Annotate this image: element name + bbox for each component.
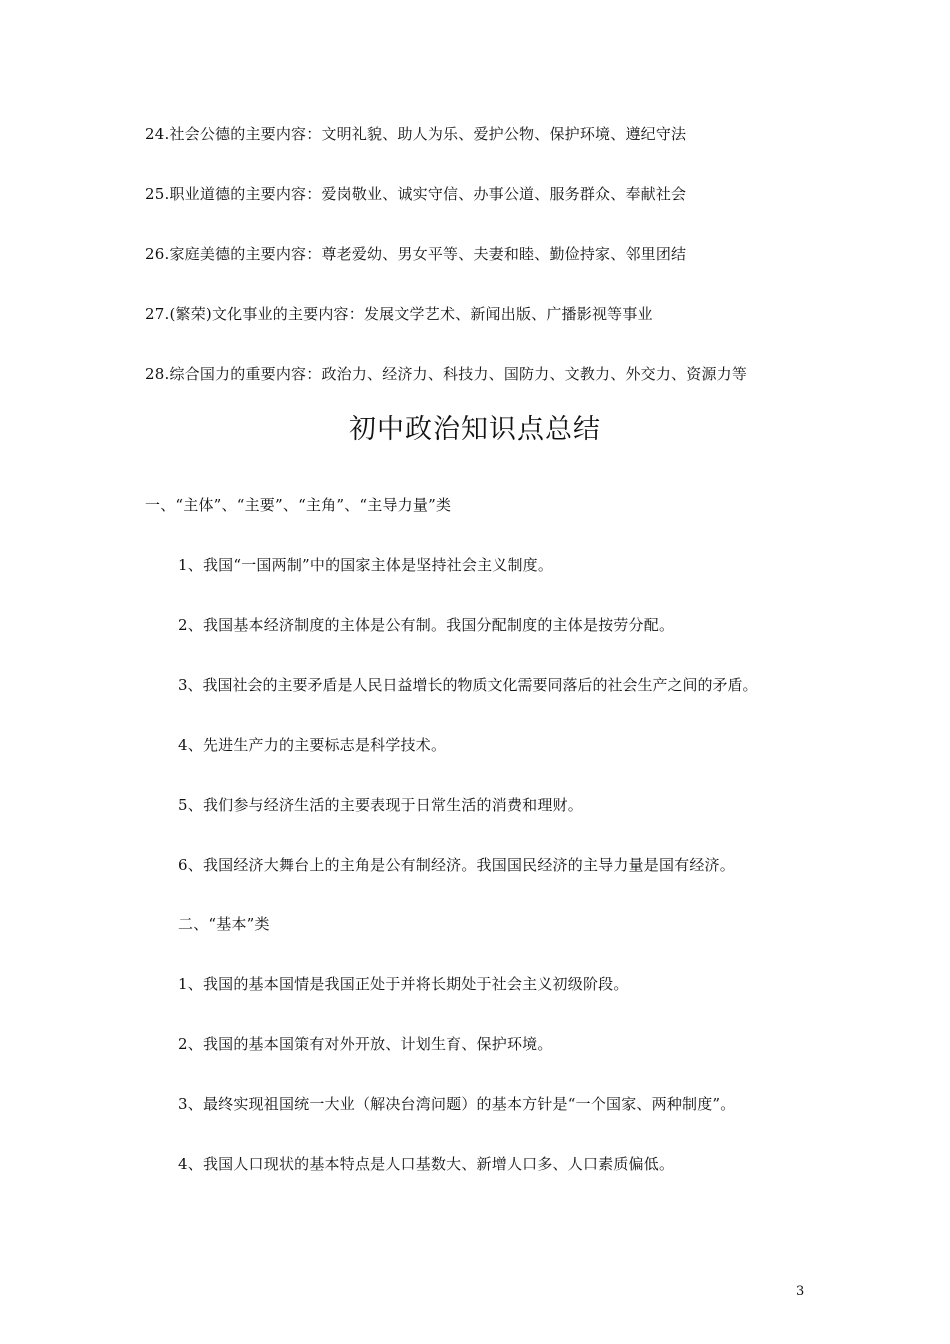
section2-item-1: 1、我国的基本国情是我国正处于并将长期处于社会主义初级阶段。 bbox=[178, 975, 629, 993]
section1-item-4: 4、先进生产力的主要标志是科学技术。 bbox=[178, 736, 447, 754]
section2-item-3: 3、最终实现祖国统一大业（解决台湾问题）的基本方针是“一个国家、两种制度”。 bbox=[178, 1095, 736, 1113]
intro-item-27: 27.(繁荣)文化事业的主要内容：发展文学艺术、新闻出版、广播影视等事业 bbox=[145, 305, 653, 323]
intro-item-24: 24.社会公德的主要内容：文明礼貌、助人为乐、爱护公物、保护环境、遵纪守法 bbox=[145, 125, 687, 143]
page-number: 3 bbox=[796, 1284, 805, 1299]
section1-item-3: 3、我国社会的主要矛盾是人民日益增长的物质文化需要同落后的社会生产之间的矛盾。 bbox=[178, 676, 758, 694]
page-title: 初中政治知识点总结 bbox=[349, 414, 601, 445]
section2-item-4: 4、我国人口现状的基本特点是人口基数大、新增人口多、人口素质偏低。 bbox=[178, 1155, 675, 1173]
intro-item-26: 26.家庭美德的主要内容：尊老爱幼、男女平等、夫妻和睦、勤俭持家、邻里团结 bbox=[145, 245, 687, 263]
section1-heading: 一、“主体”、“主要”、“主角”、“主导力量”类 bbox=[145, 496, 452, 514]
section2-item-2: 2、我国的基本国策有对外开放、计划生育、保护环境。 bbox=[178, 1035, 553, 1053]
section2-heading: 二、“基本”类 bbox=[178, 915, 270, 933]
section1-item-5: 5、我们参与经济生活的主要表现于日常生活的消费和理财。 bbox=[178, 796, 583, 814]
section1-item-6: 6、我国经济大舞台上的主角是公有制经济。我国国民经济的主导力量是国有经济。 bbox=[178, 856, 735, 874]
section1-item-2: 2、我国基本经济制度的主体是公有制。我国分配制度的主体是按劳分配。 bbox=[178, 616, 675, 634]
intro-item-25: 25.职业道德的主要内容：爱岗敬业、诚实守信、办事公道、服务群众、奉献社会 bbox=[145, 185, 687, 203]
section1-item-1: 1、我国“一国两制”中的国家主体是坚持社会主义制度。 bbox=[178, 556, 554, 574]
intro-item-28: 28.综合国力的重要内容：政治力、经济力、科技力、国防力、文教力、外交力、资源力等 bbox=[145, 365, 748, 383]
